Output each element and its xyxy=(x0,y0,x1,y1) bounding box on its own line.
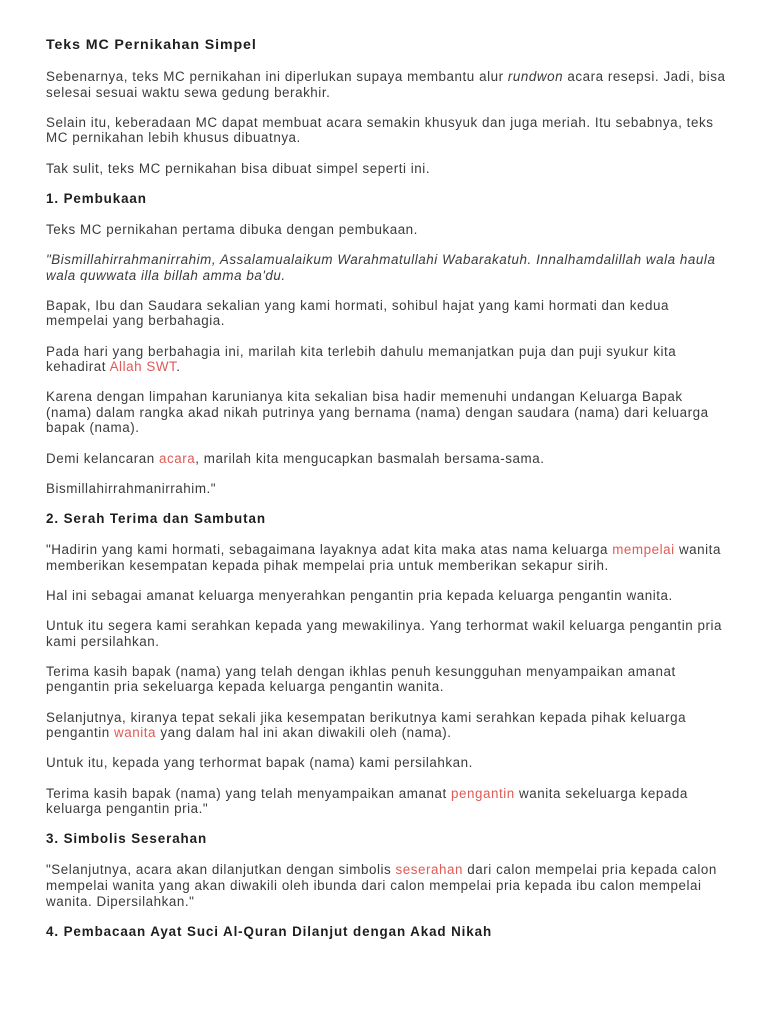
text-run: "Selanjutnya, acara akan dilanjutkan dengan simbolis xyxy=(46,862,396,878)
intro-paragraph-3: Tak sulit, teks MC pernikahan bisa dibuat simpel seperti ini. xyxy=(46,160,431,176)
paragraph: Untuk itu segera kami serahkan kepada yang mewakilinya. Yang terhormat wakil keluarga pengantin pria kami persilahkan. xyxy=(46,618,723,649)
text-run: dari calon mempelai pria kepada calon mempelai wanita yang akan diwakili oleh ibunda dari calon mempelai pria kepada ibu calon mempelai wanita. Dipersilahkan." xyxy=(46,862,717,909)
text-run: , marilah kita mengucapkan basmalah bersama-sama. xyxy=(195,450,545,466)
section-heading-ayat-suci: 4. Pembacaan Ayat Suci Al-Quran Dilanjut dengan Akad Nikah xyxy=(46,923,493,939)
section-heading-serah-terima: 2. Serah Terima dan Sambutan xyxy=(46,511,266,527)
inline-link-mempelai[interactable]: mempelai xyxy=(612,542,675,558)
paragraph: Bapak, Ibu dan Saudara sekalian yang kami hormati, sohibul hajat yang kami hormati dan kedua mempelai yang berbahagia. xyxy=(46,297,670,329)
text-run: Terima kasih bapak (nama) yang telah menyampaikan amanat xyxy=(46,785,451,801)
opening-quote-paragraph: "Bismillahirrahmanirrahim, Assalamualaikum Warahmatullahi Wabarakatuh. Innalhamdalillah wala haula wala quwwata illa billah amma ba'du. xyxy=(46,251,716,283)
inline-link-allah-swt[interactable]: Allah SWT xyxy=(109,359,177,375)
inline-link-pengantin[interactable]: pengantin xyxy=(451,785,515,801)
section-heading-seserahan: 3. Simbolis Seserahan xyxy=(46,831,208,847)
paragraph xyxy=(46,344,728,375)
text-run: Sebenarnya, teks MC pernikahan ini diperlukan supaya membantu alur xyxy=(46,69,508,84)
text-run: wanita memberikan kesempatan kepada pihak mempelai pria untuk memberikan sekapur sirih. xyxy=(46,542,721,573)
text-run: "Hadirin yang kami hormati, sebagaimana layaknya adat kita maka atas nama keluarga xyxy=(46,542,613,558)
section-heading-pembukaan: 1. Pembukaan xyxy=(46,190,147,206)
text-run: Selanjutnya, kiranya tepat sekali jika kesempatan berikutnya kami serahkan kepada pihak keluarga pengantin xyxy=(46,709,687,741)
page-title: Teks MC Pernikahan Simpel xyxy=(46,37,257,53)
paragraph: Untuk itu, kepada yang terhormat bapak (nama) kami persilahkan. xyxy=(46,755,473,771)
paragraph xyxy=(46,862,728,909)
paragraph xyxy=(46,710,728,741)
text-run: . xyxy=(176,359,181,375)
paragraph: Terima kasih bapak (nama) yang telah dengan ikhlas penuh kesungguhan menyampaikan amanat pengantin pria sekeluarga kepada keluarga pengantin wanita. xyxy=(46,663,676,695)
intro-paragraph-1 xyxy=(46,69,728,100)
inline-link-seserahan[interactable]: seserahan xyxy=(395,862,464,878)
text-run: acara resepsi. Jadi, bisa selesai sesuai waktu sewa gedung berakhir. xyxy=(46,69,726,100)
italic-term: rundwon xyxy=(507,69,564,84)
paragraph xyxy=(46,786,728,817)
text-run: Demi kelancaran xyxy=(46,450,159,466)
inline-link-wanita[interactable]: wanita xyxy=(114,725,157,741)
paragraph xyxy=(46,542,728,573)
paragraph xyxy=(46,451,728,467)
paragraph: Karena dengan limpahan karunianya kita sekalian bisa hadir memenuhi undangan Keluarga Bapak (nama) dalam rangka akad nikah putrinya yang bernama (nama) dengan saudara (nama) dari keluarga bapak (nama). xyxy=(46,389,709,436)
text-run: wanita sekeluarga kepada keluarga pengantin pria." xyxy=(46,785,688,817)
inline-link-acara[interactable]: acara xyxy=(159,450,196,466)
paragraph: Hal ini sebagai amanat keluarga menyerahkan pengantin pria kepada keluarga pengantin wanita. xyxy=(46,587,673,603)
paragraph: Bismillahirrahmanirrahim." xyxy=(46,480,217,496)
text-run: yang dalam hal ini akan diwakili oleh (nama). xyxy=(156,725,452,741)
paragraph: Teks MC pernikahan pertama dibuka dengan pembukaan. xyxy=(46,221,418,237)
intro-paragraph-2: Selain itu, keberadaan MC dapat membuat acara semakin khusyuk dan juga meriah. Itu sebabnya, teks MC pernikahan lebih khusus dibuatnya. xyxy=(46,114,714,146)
text-run: Pada hari yang berbahagia ini, marilah kita terlebih dahulu memanjatkan puja dan puji syukur kita kehadirat xyxy=(46,343,677,375)
